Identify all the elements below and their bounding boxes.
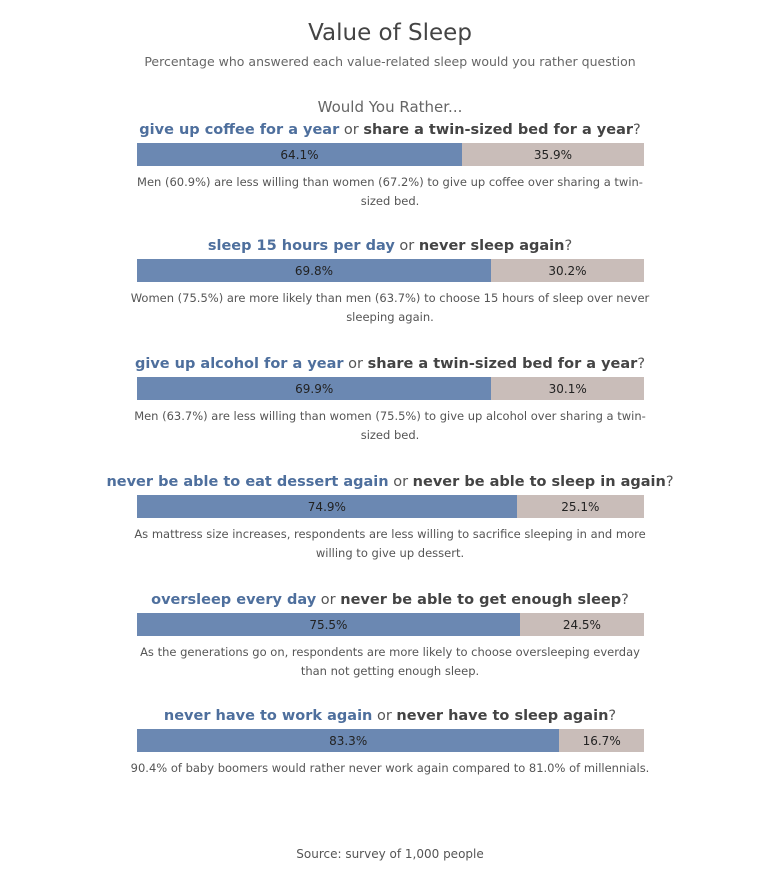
option-b-label: share a twin-sized bed for a year: [363, 122, 634, 138]
finding-note: As the generations go on, respondents are more likely to choose oversleeping everday than not getting enough sleep.: [140, 645, 640, 678]
bar-value-label-a: 69.8%: [294, 263, 333, 278]
question-mark: ?: [564, 238, 573, 254]
question-text: [0, 706, 780, 726]
bar-value-label-a: 64.1%: [280, 147, 319, 162]
question-block: [0, 590, 780, 681]
connector-word: or: [393, 474, 409, 490]
bar-value-label-b: 30.1%: [548, 381, 587, 396]
bar-segment-option-a: [137, 259, 491, 282]
stacked-bar: [137, 377, 644, 400]
question-mark: ?: [665, 474, 674, 490]
bar-segment-option-a: [137, 729, 559, 752]
bar-segment-option-b: [491, 259, 644, 282]
bar-value-label-a: 83.3%: [329, 733, 368, 748]
option-b-label: never have to sleep again: [396, 708, 609, 724]
intro-heading: Would You Rather...: [317, 98, 463, 116]
bar-segment-option-b: [517, 495, 644, 518]
question-mark: ?: [637, 356, 646, 372]
option-a-label: give up coffee for a year: [139, 122, 340, 138]
bar-value-label-a: 74.9%: [307, 499, 346, 514]
finding-note: 90.4% of baby boomers would rather never work again compared to 81.0% of millennials.: [130, 761, 650, 775]
connector-word: or: [399, 238, 415, 254]
finding-note: Men (63.7%) are less willing than women (75.5%) to give up alcohol over sharing a twin-sized bed.: [134, 409, 646, 442]
option-b-label: share a twin-sized bed for a year: [367, 356, 638, 372]
finding-note: Men (60.9%) are less willing than women (67.2%) to give up coffee over sharing a twin-sized bed.: [137, 175, 643, 208]
bar-value-label-b: 30.2%: [548, 263, 587, 278]
bar-value-label-a: 75.5%: [309, 617, 348, 632]
chart-subtitle: Percentage who answered each value-related sleep would you rather question: [144, 54, 636, 69]
bar-segment-option-a: [137, 143, 462, 166]
option-a-label: sleep 15 hours per day: [207, 238, 395, 254]
bar-value-label-b: 16.7%: [582, 733, 621, 748]
question-block: [0, 472, 780, 563]
stacked-bar: [137, 259, 644, 282]
question-mark: ?: [633, 122, 641, 138]
bar-segment-option-b: [491, 377, 644, 400]
option-a-label: never have to work again: [163, 708, 373, 724]
stacked-bar: [137, 729, 644, 752]
question-text: [0, 354, 780, 374]
bar-segment-option-a: [137, 377, 491, 400]
stacked-bar: [137, 143, 644, 166]
question-text: [0, 236, 780, 256]
bar-value-label-a: 69.9%: [295, 381, 334, 396]
question-text: [0, 590, 780, 610]
stacked-bar: [137, 613, 644, 636]
question-text: [0, 120, 780, 140]
question-mark: ?: [608, 708, 617, 724]
question-block: [0, 120, 780, 211]
bar-segment-option-a: [137, 613, 520, 636]
stacked-bar: [137, 495, 644, 518]
option-a-label: never be able to eat dessert again: [106, 474, 389, 490]
bar-segment-option-b: [559, 729, 644, 752]
connector-word: or: [320, 592, 336, 608]
bar-value-label-b: 35.9%: [533, 147, 573, 162]
question-text: [0, 472, 780, 492]
option-b-label: never be able to get enough sleep: [340, 592, 622, 608]
chart-title: Value of Sleep: [308, 20, 472, 46]
question-block: [0, 706, 780, 778]
finding-note: As mattress size increases, respondents are less willing to sacrifice sleeping in and more willing to give up dessert.: [134, 527, 646, 560]
option-b-label: never sleep again: [418, 238, 565, 254]
option-b-label: never be able to sleep in again: [412, 474, 666, 490]
bar-segment-option-a: [137, 495, 517, 518]
bar-value-label-b: 24.5%: [562, 617, 601, 632]
connector-word: or: [348, 356, 363, 372]
bar-segment-option-b: [462, 143, 644, 166]
option-a-label: oversleep every day: [151, 592, 317, 608]
question-mark: ?: [621, 592, 629, 608]
source-note: Source: survey of 1,000 people: [296, 847, 484, 861]
connector-word: or: [343, 122, 359, 138]
bar-segment-option-b: [520, 613, 644, 636]
finding-note: Women (75.5%) are more likely than men (63.7%) to choose 15 hours of sleep over never sleeping again.: [130, 291, 650, 324]
bar-value-label-b: 25.1%: [561, 499, 600, 514]
connector-word: or: [376, 708, 392, 724]
question-block: [0, 236, 780, 327]
question-block: [0, 354, 780, 445]
option-a-label: give up alcohol for a year: [134, 356, 344, 372]
